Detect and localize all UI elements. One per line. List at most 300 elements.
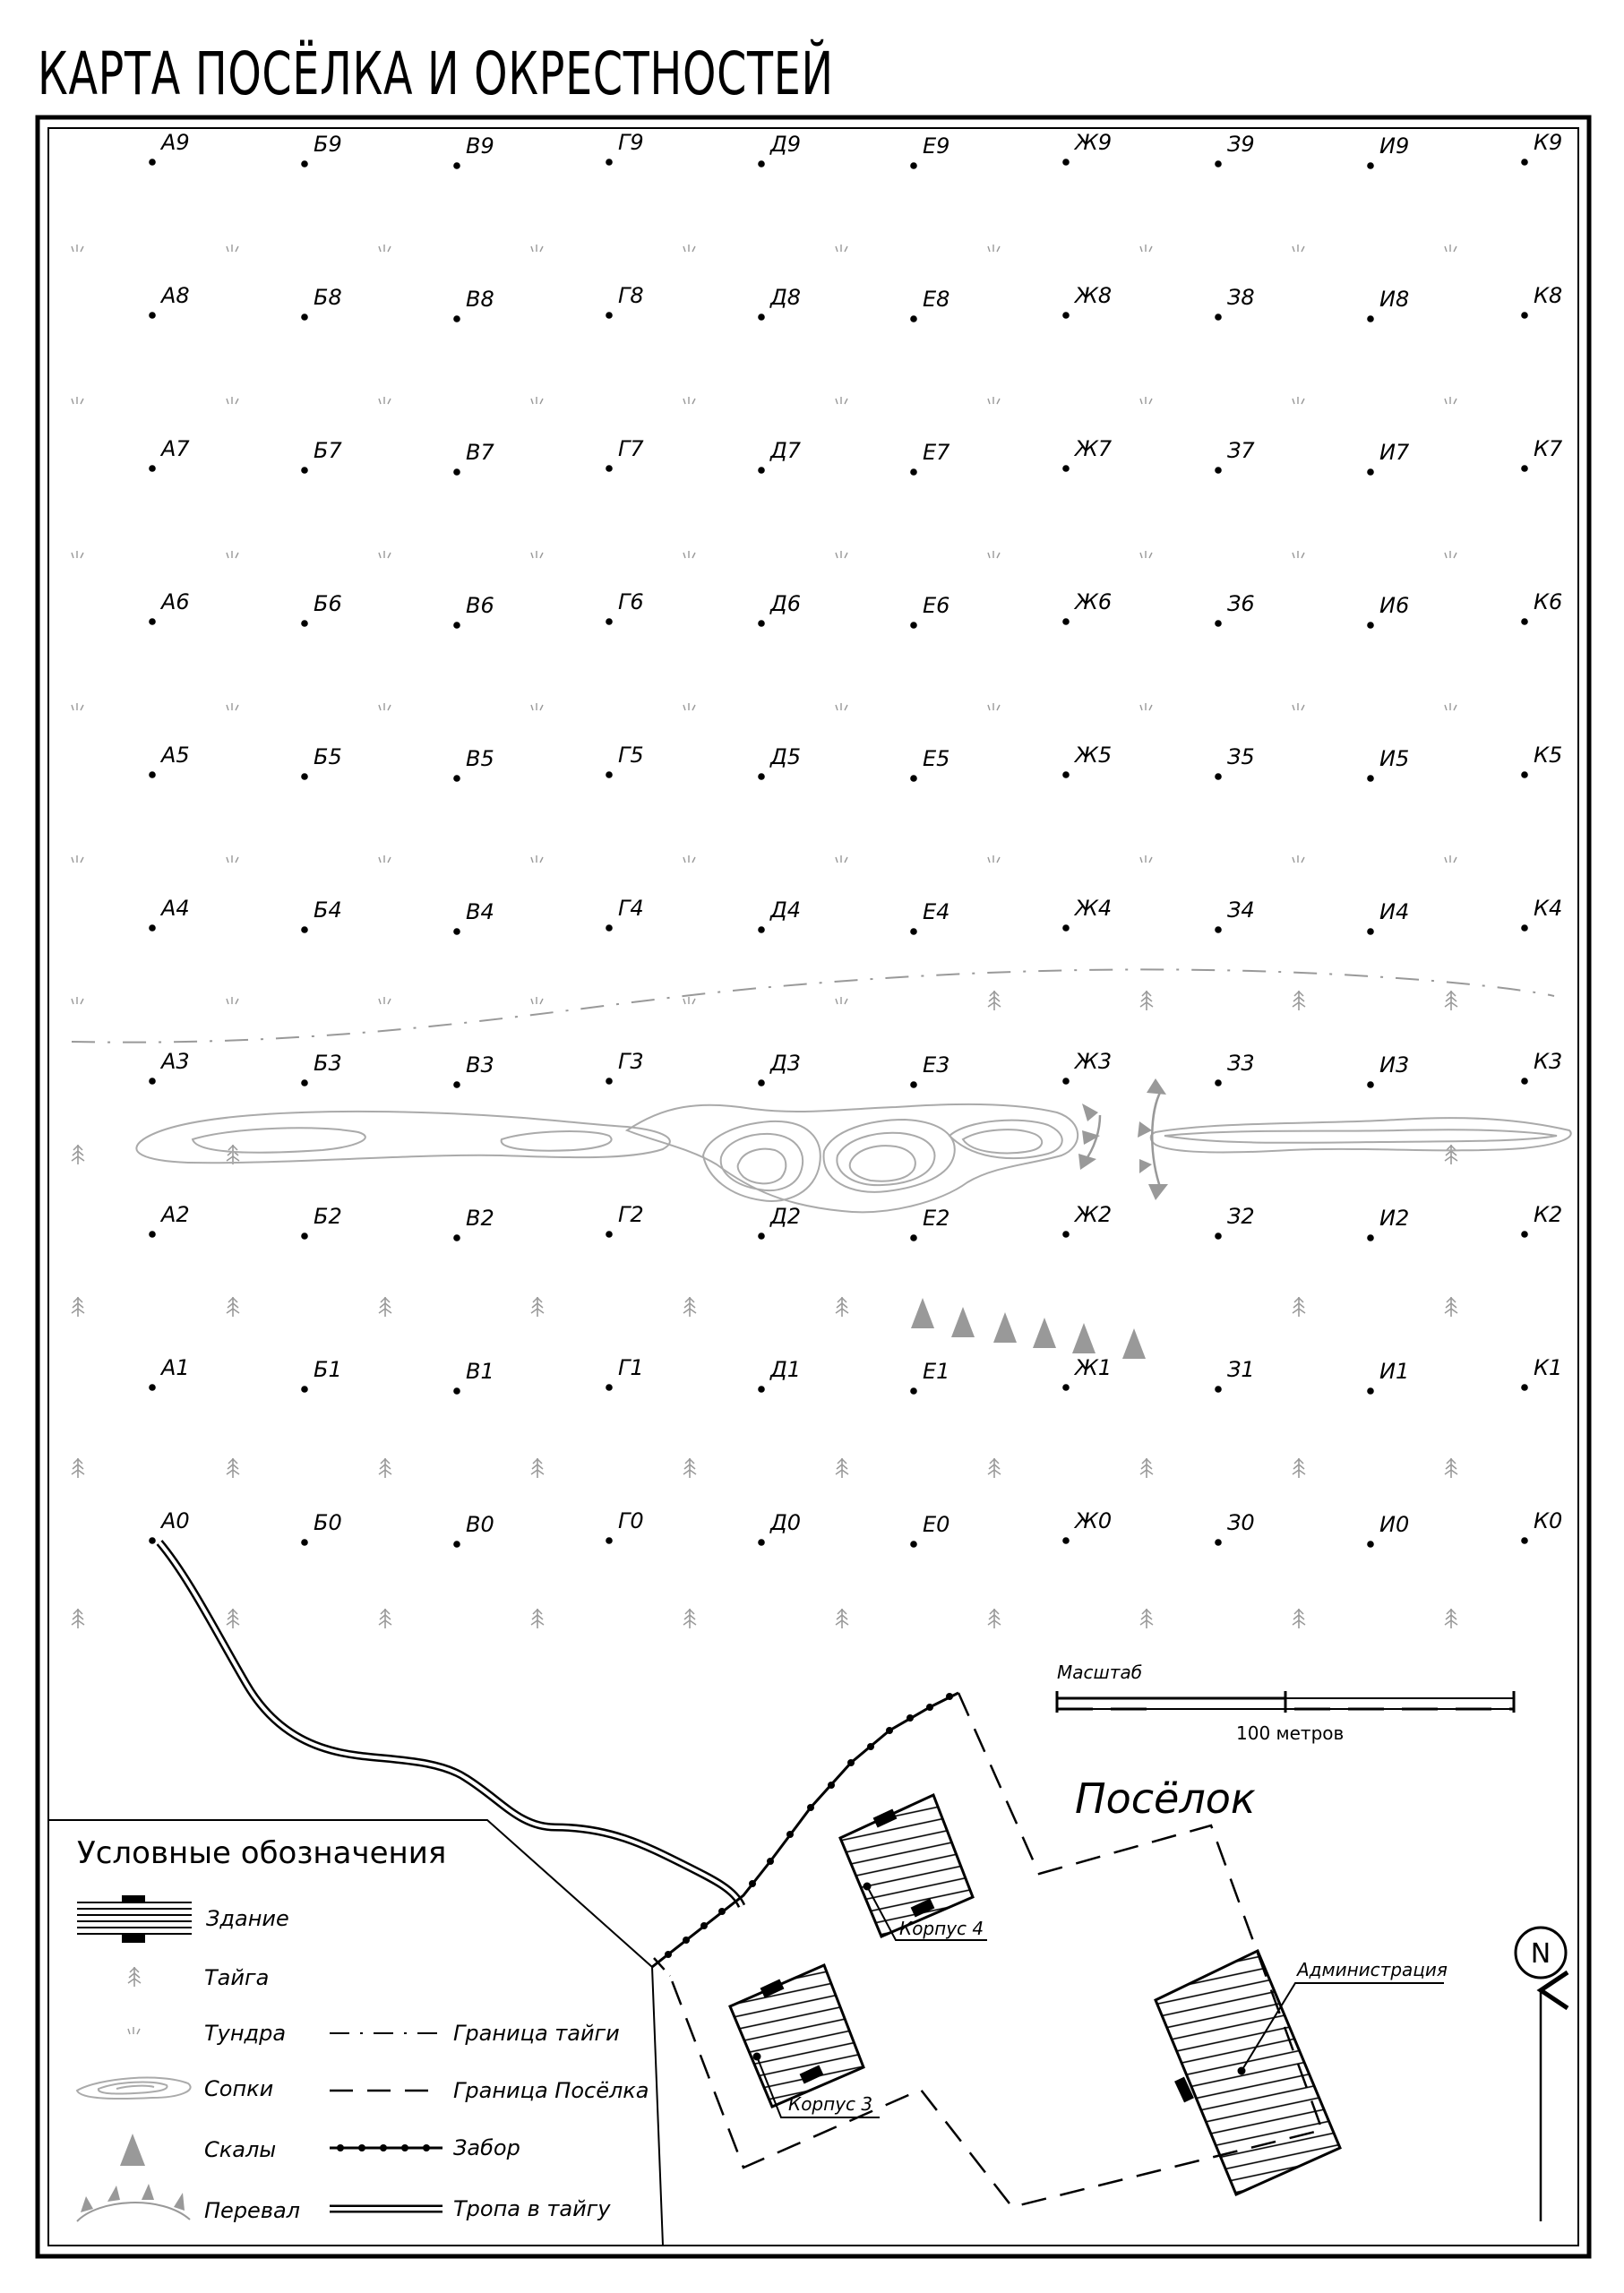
tundra-symbol [72,551,83,558]
tundra-symbol [531,855,543,863]
grid-point-label: В8 [466,287,494,312]
grid-point [453,162,460,169]
grid-point-label: В7 [466,440,494,465]
grid-point [149,771,156,778]
tundra-symbol [836,551,847,558]
grid-point-label: Г4 [618,896,644,921]
building-icon [77,1895,192,1943]
grid-point [1521,1537,1528,1544]
taiga-symbol [1293,1609,1305,1628]
building-korpus-3[interactable] [730,1965,864,2107]
taiga-symbol [227,1297,239,1317]
grid-point-label: К3 [1534,1049,1563,1074]
grid-point [1215,160,1222,167]
grid-point-label: Ж8 [1075,283,1113,308]
grid-point-label: Е6 [923,593,950,618]
taiga-symbol [683,1458,696,1478]
tundra-symbol [1140,397,1152,404]
grid-point-label: Д2 [770,1204,802,1229]
grid-point-label: К4 [1534,896,1563,921]
grid-point [453,1387,460,1395]
grid-point [606,1231,613,1238]
grid-point-label: Г9 [618,130,644,155]
taiga-symbol [379,1609,391,1628]
korpus-4-label: Корпус 4 [899,1918,984,1939]
grid-point [758,1079,765,1086]
legend-rocks-label: Скалы [204,2137,277,2162]
grid-point [301,773,308,780]
grid-point [606,1384,613,1391]
grid-point [453,315,460,322]
grid-point-label: З8 [1227,285,1255,310]
grid-point [1062,1384,1070,1391]
grid-point [1215,773,1222,780]
taiga-symbol [72,1145,84,1164]
grid-point [1367,468,1374,476]
grid-point [1062,159,1070,166]
grid-point [758,620,765,627]
grid-point-label: Е9 [923,133,950,159]
grid-point [149,465,156,472]
hills [136,1104,1570,1212]
grid-point-label: А7 [161,436,190,461]
tundra-symbol [1445,855,1456,863]
grid-point [758,926,765,933]
tundra-symbol [227,245,238,252]
grid-point-label: Б0 [314,1510,342,1535]
administration-label: Администрация [1297,1959,1448,1980]
grid-point-label: А1 [161,1355,190,1380]
grid-point-label: И5 [1379,746,1410,771]
grid-point [910,775,917,782]
grid-point-label: К8 [1534,283,1563,308]
building-korpus-4[interactable] [840,1795,973,1937]
tundra-symbol [683,997,695,1004]
north-label: N [1530,1938,1551,1970]
legend-settlement-border-label: Граница Посёлка [453,2078,649,2103]
grid-point-label: Е5 [923,746,950,771]
grid-point [758,160,765,167]
taiga-symbol [836,1458,848,1478]
grid-point [453,775,460,782]
tundra-symbol [1140,855,1152,863]
grid-point-label: Д5 [770,744,802,769]
grid-point [606,312,613,319]
outer-frame [38,117,1589,2256]
tundra-symbol [531,245,543,252]
grid-point [301,1079,308,1086]
grid-point [149,924,156,932]
tundra-symbol [836,245,847,252]
grid-point [1521,1078,1528,1085]
grid-point-label: Ж5 [1075,743,1113,768]
grid-point-label: Г6 [618,589,644,614]
grid-point-label: В2 [466,1206,494,1231]
grid-point-label: А6 [161,589,190,614]
fence-line [330,2144,443,2151]
grid-point [606,1537,613,1544]
grid-point [606,924,613,932]
grid-point [1215,467,1222,474]
grid-point-label: Е4 [923,899,950,924]
grid-point-label: З9 [1227,132,1255,157]
grid-point [1367,315,1374,322]
grid-point [910,1081,917,1088]
tundra-symbol [1293,397,1304,404]
grid-point [301,620,308,627]
legend-tundra-label: Тундра [204,2021,287,2046]
tundra-symbol [72,855,83,863]
building-administration[interactable] [1156,1951,1340,2194]
tundra-symbol [227,551,238,558]
tundra-symbol [379,551,391,558]
tundra-symbol [1140,551,1152,558]
grid-point-label: Д0 [770,1510,802,1535]
grid-point-label: Г0 [618,1508,644,1533]
grid-point [910,928,917,935]
grid-point [1367,1387,1374,1395]
grid-point [910,1387,917,1395]
tundra-symbol [1445,245,1456,252]
grid-point [453,1081,460,1088]
hills-icon [77,2078,191,2099]
grid-point-label: А0 [161,1508,190,1533]
taiga-symbol [227,1609,239,1628]
grid-point-label: Г7 [618,436,644,461]
grid-point-label: Г3 [618,1049,644,1074]
rocks-icon [120,2134,145,2166]
tundra-symbol [1293,855,1304,863]
tundra-symbol [988,855,1000,863]
grid-point-label: З4 [1227,897,1255,923]
grid-point [758,1386,765,1393]
grid-point [1215,926,1222,933]
grid-point [301,160,308,167]
grid-point-label: Б5 [314,744,342,769]
scale-bar [1057,1662,1514,1744]
grid-point-label: Д8 [770,285,802,310]
grid-point [149,1384,156,1391]
grid-point [1521,924,1528,932]
legend-building-label: Здание [206,1906,289,1931]
grid-point [758,773,765,780]
taiga-symbol [531,1609,544,1628]
grid-point-label: Ж0 [1075,1508,1113,1533]
grid-point [1521,618,1528,625]
tundra-symbol [379,855,391,863]
grid-point-label: К5 [1534,743,1563,768]
grid-point-label: Б4 [314,897,342,923]
taiga-symbol [72,1297,84,1317]
tundra-symbol [227,855,238,863]
legend-title: Условные обозначения [77,1835,447,1871]
legend-fence-label: Забор [453,2135,520,2160]
grid-point [606,1078,613,1085]
grid-point [1062,1537,1070,1544]
grid-point [1215,313,1222,321]
grid-point-label: В6 [466,593,494,618]
grid-point-label: А4 [161,896,190,921]
grid-point-label: Ж7 [1075,436,1113,461]
tundra-symbol [683,245,695,252]
grid-point [758,313,765,321]
taiga-symbol [1445,1145,1457,1164]
grid-point-label: Б8 [314,285,342,310]
taiga-symbol [72,1458,84,1478]
taiga-symbol [531,1297,544,1317]
taiga-symbol [379,1458,391,1478]
tundra-symbol [227,997,238,1004]
tundra-symbol [836,855,847,863]
legend-taiga-label: Тайга [204,1965,270,1990]
grid-point-label: Г5 [618,743,644,768]
grid-point [453,1541,460,1548]
tundra-symbol [1140,245,1152,252]
grid-point [1521,1231,1528,1238]
tundra-symbol [1293,703,1304,710]
scale-title: Масштаб [1057,1662,1143,1683]
grid-point [910,468,917,476]
north-arrow [1516,1928,1566,2221]
taiga-symbol [988,1609,1001,1628]
grid-point-label: И8 [1379,287,1410,312]
grid-point-label: Б6 [314,591,342,616]
tundra-symbol [683,855,695,863]
grid-point [1367,162,1374,169]
tundra-symbol [72,397,83,404]
taiga-symbol [1140,991,1153,1010]
grid-point-label: И7 [1379,440,1410,465]
grid-point [758,467,765,474]
grid-point-label: А3 [161,1049,190,1074]
grid-point-label: Ж1 [1075,1355,1113,1380]
grid-point [1215,1386,1222,1393]
grid-point-label: Е1 [923,1359,950,1384]
grid-point-label: Д1 [770,1357,802,1382]
grid-point-label: Е8 [923,287,950,312]
grid-point [149,1537,156,1544]
tundra-symbol [988,551,1000,558]
grid-point-label: Г8 [618,283,644,308]
grid-point-label: И3 [1379,1052,1410,1078]
grid-point [149,618,156,625]
grid-point-label: З7 [1227,438,1255,463]
tundra-symbol [1445,551,1456,558]
taiga-icon [128,1967,141,1987]
korpus-3-label: Корпус 3 [788,2093,873,2115]
grid-point-label: Ж6 [1075,589,1113,614]
grid-point [758,1232,765,1240]
tundra-symbol [379,245,391,252]
grid-point [910,622,917,629]
tundra-symbol [531,397,543,404]
tundra-symbol [836,397,847,404]
grid-point [301,1232,308,1240]
grid-point-label: З0 [1227,1510,1255,1535]
tundra-symbol [836,997,847,1004]
grid-point-label: И6 [1379,593,1410,618]
taiga-symbol [531,1458,544,1478]
tundra-icon [128,2027,140,2034]
taiga-symbol [1445,1297,1457,1317]
grid-point [1367,775,1374,782]
grid-point-label: Г2 [618,1202,644,1227]
grid-point-label: Е7 [923,440,950,465]
grid-point [301,1386,308,1393]
grid-point-label: А9 [161,130,190,155]
grid-point [1367,1541,1374,1548]
grid-point-label: В5 [466,746,494,771]
grid-point-label: И4 [1379,899,1410,924]
grid-point-label: В4 [466,899,494,924]
grid-point-label: В3 [466,1052,494,1078]
grid-point-label: И0 [1379,1512,1410,1537]
grid-point [301,467,308,474]
grid-point-label: Б2 [314,1204,342,1229]
grid-point [453,928,460,935]
grid-point-label: Ж4 [1075,896,1113,921]
grid-point-label: К2 [1534,1202,1563,1227]
mountain-pass [1078,1078,1168,1200]
pass-icon [77,2184,190,2221]
tundra-symbol [531,551,543,558]
grid-point-label: К9 [1534,130,1563,155]
grid-point-label: З5 [1227,744,1255,769]
tundra-symbol [379,703,391,710]
grid-point [1367,928,1374,935]
grid-point [1215,1539,1222,1546]
taiga-symbol [683,1297,696,1317]
grid-point-label: А8 [161,283,190,308]
grid-point [910,1234,917,1241]
grid-point-label: Д6 [770,591,802,616]
grid-point [453,1234,460,1241]
grid-point-label: К7 [1534,436,1563,461]
grid-point [149,1231,156,1238]
taiga-symbol [227,1458,239,1478]
tundra-symbol [72,245,83,252]
grid-point-label: Б3 [314,1051,342,1076]
grid-point-label: И2 [1379,1206,1410,1231]
legend-taiga-border-label: Граница тайги [453,2021,620,2046]
grid-point-label: К0 [1534,1508,1563,1533]
grid-point [910,162,917,169]
grid-point [1521,159,1528,166]
grid-point-label: К1 [1534,1355,1563,1380]
grid-point [1062,465,1070,472]
legend-pass-label: Перевал [204,2198,301,2223]
taiga-symbol [836,1609,848,1628]
grid-point [1062,1078,1070,1085]
taiga-symbol [1293,1297,1305,1317]
grid-point [301,1539,308,1546]
legend-trail-label: Тропа в тайгу [453,2196,611,2221]
grid-point [1062,924,1070,932]
tundra-symbol [531,703,543,710]
grid-point-label: З3 [1227,1051,1255,1076]
tundra-symbol [227,703,238,710]
tundra-symbol [72,997,83,1004]
grid-point [149,159,156,166]
grid-point-label: Г1 [618,1355,644,1380]
grid-point [1215,620,1222,627]
tundra-symbol [1293,245,1304,252]
tundra-symbol [72,703,83,710]
grid-point [301,926,308,933]
taiga-border [72,969,1554,1042]
grid-point [1521,1384,1528,1391]
grid-point [606,771,613,778]
grid-point [606,465,613,472]
grid-point-label: З1 [1227,1357,1255,1382]
grid-point [758,1539,765,1546]
tundra-symbol [531,997,543,1004]
taiga-symbol [988,991,1001,1010]
grid-point [910,1541,917,1548]
grid-point [1062,771,1070,778]
grid-point [1215,1232,1222,1240]
taiga-symbol [1445,991,1457,1010]
taiga-symbol [227,1145,239,1164]
tundra-symbol [1293,551,1304,558]
grid-point-label: Д4 [770,897,802,923]
tundra-symbol [836,703,847,710]
grid-point-label: Ж2 [1075,1202,1113,1227]
grid-point-label: Б7 [314,438,342,463]
map-title: КАРТА ПОСЁЛКА И ОКРЕСТНОСТЕЙ [38,39,834,108]
grid-point-label: Д9 [770,132,802,157]
grid-point-label: Д7 [770,438,802,463]
taiga-symbol [1445,1609,1457,1628]
grid-points [149,130,1563,1548]
taiga-symbol [1140,1458,1153,1478]
tundra-symbol [1445,397,1456,404]
taiga-symbol [1140,1609,1153,1628]
grid-point-label: Е0 [923,1512,950,1537]
grid-point-label: В1 [466,1359,494,1384]
taiga-symbol [836,1297,848,1317]
tundra-symbol [379,997,391,1004]
taiga-symbol [683,1609,696,1628]
tundra-symbol [1445,703,1456,710]
tundra-symbol [227,397,238,404]
grid-point [1521,771,1528,778]
grid-point-label: Е2 [923,1206,950,1231]
grid-point-label: К6 [1534,589,1563,614]
tundra-symbol [988,703,1000,710]
grid-point-label: З2 [1227,1204,1255,1229]
grid-point [453,622,460,629]
tundra-symbol [1140,703,1152,710]
grid-point [1062,1231,1070,1238]
grid-point [1367,622,1374,629]
grid-point-label: Б1 [314,1357,342,1382]
grid-point-label: И1 [1379,1359,1410,1384]
tundra-symbol [379,397,391,404]
grid-point [606,618,613,625]
tundra-symbol [988,397,1000,404]
grid-point-label: Ж3 [1075,1049,1113,1074]
grid-point [1521,312,1528,319]
grid-point [1367,1081,1374,1088]
scale-value: 100 метров [1236,1722,1345,1744]
grid-point [1062,312,1070,319]
rocks [911,1298,1146,1359]
taiga-symbol [1293,1458,1305,1478]
grid-point [149,312,156,319]
grid-point [1521,465,1528,472]
grid-point [1062,618,1070,625]
